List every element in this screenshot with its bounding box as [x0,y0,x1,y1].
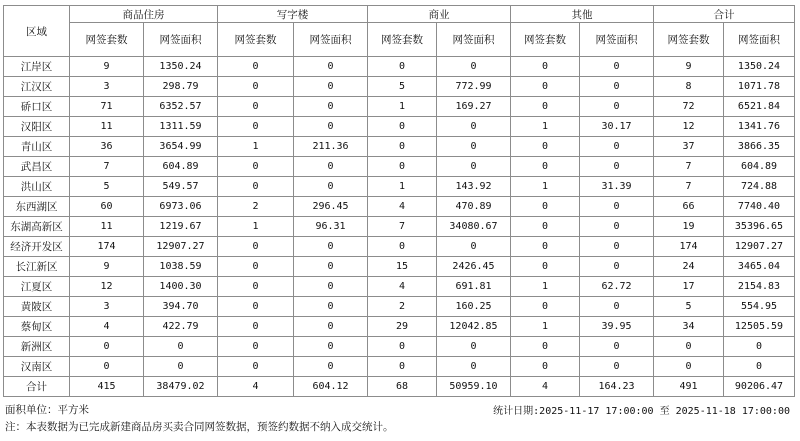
count-cell: 3 [70,297,144,317]
count-cell: 24 [654,257,724,277]
area-cell: 39.95 [580,317,654,337]
count-cell: 0 [218,357,294,377]
area-cell: 2426.45 [437,257,511,277]
region-cell: 江夏区 [4,277,70,297]
region-cell: 经济开发区 [4,237,70,257]
table-row [4,297,795,317]
count-cell: 0 [218,157,294,177]
table-row [4,377,795,397]
area-cell: 0 [294,177,368,197]
count-cell: 60 [70,197,144,217]
count-cell: 7 [654,157,724,177]
area-cell: 1038.59 [144,257,218,277]
count-cell: 11 [70,217,144,237]
count-cell: 0 [368,357,437,377]
area-cell: 604.12 [294,377,368,397]
statistics-period: 统计日期:2025-11-17 17:00:00 至 2025-11-18 17:00:00 [493,406,790,417]
count-cell: 0 [218,77,294,97]
count-cell: 0 [368,337,437,357]
area-cell: 0 [437,337,511,357]
count-cell: 4 [368,277,437,297]
count-cell: 1 [511,317,580,337]
area-cell: 0 [437,137,511,157]
area-cell: 160.25 [437,297,511,317]
count-cell: 9 [70,57,144,77]
count-cell: 8 [654,77,724,97]
region-cell: 蔡甸区 [4,317,70,337]
count-cell: 174 [654,237,724,257]
count-cell: 0 [70,357,144,377]
count-cell: 491 [654,377,724,397]
count-cell: 0 [368,157,437,177]
count-cell: 11 [70,117,144,137]
group-header-row [4,6,795,23]
table-row [4,337,795,357]
count-cell: 0 [511,217,580,237]
table-row [4,197,795,217]
area-cell: 164.23 [580,377,654,397]
area-cell: 1341.76 [724,117,795,137]
table-row [4,357,795,377]
area-cell: 7740.40 [724,197,795,217]
count-cell: 1 [218,137,294,157]
region-cell: 合计 [4,377,70,397]
count-cell: 174 [70,237,144,257]
group-header-commercial: 商业 [368,6,511,23]
area-cell: 143.92 [437,177,511,197]
count-cell: 2 [218,197,294,217]
count-cell: 0 [654,357,724,377]
count-cell: 0 [368,137,437,157]
table-row [4,217,795,237]
area-cell: 394.70 [144,297,218,317]
area-cell: 0 [580,97,654,117]
table-row [4,317,795,337]
count-cell: 66 [654,197,724,217]
area-cell: 0 [294,157,368,177]
count-cell: 1 [511,177,580,197]
count-cell: 0 [368,117,437,137]
area-cell: 0 [724,357,795,377]
sub-header-area: 网签面积 [580,23,654,57]
table-row [4,117,795,137]
area-cell: 0 [294,357,368,377]
region-cell: 黄陂区 [4,297,70,317]
area-cell: 724.88 [724,177,795,197]
sub-header-count: 网签套数 [218,23,294,57]
area-cell: 0 [580,137,654,157]
sub-header-area: 网签面积 [144,23,218,57]
area-cell: 169.27 [437,97,511,117]
sub-header-area: 网签面积 [724,23,795,57]
count-cell: 415 [70,377,144,397]
area-cell: 0 [144,357,218,377]
sub-header-count: 网签套数 [654,23,724,57]
count-cell: 0 [511,137,580,157]
count-cell: 37 [654,137,724,157]
region-cell: 洪山区 [4,177,70,197]
count-cell: 0 [511,257,580,277]
count-cell: 68 [368,377,437,397]
count-cell: 0 [368,57,437,77]
count-cell: 3 [70,77,144,97]
area-cell: 0 [580,357,654,377]
table-row [4,237,795,257]
group-header-total: 合计 [654,6,795,23]
count-cell: 0 [218,117,294,137]
group-header-other: 其他 [511,6,654,23]
count-cell: 0 [218,297,294,317]
area-cell: 50959.10 [437,377,511,397]
area-cell: 296.45 [294,197,368,217]
area-cell: 3465.04 [724,257,795,277]
area-cell: 0 [294,97,368,117]
area-cell: 470.89 [437,197,511,217]
count-cell: 0 [511,77,580,97]
area-cell: 549.57 [144,177,218,197]
count-cell: 1 [511,277,580,297]
count-cell: 29 [368,317,437,337]
area-cell: 0 [294,237,368,257]
count-cell: 19 [654,217,724,237]
table-row [4,177,795,197]
area-cell: 12042.85 [437,317,511,337]
count-cell: 0 [218,177,294,197]
count-cell: 1 [218,217,294,237]
count-cell: 0 [511,57,580,77]
area-cell: 0 [437,357,511,377]
region-cell: 东湖高新区 [4,217,70,237]
count-cell: 7 [368,217,437,237]
region-cell: 江岸区 [4,57,70,77]
count-cell: 0 [511,197,580,217]
area-cell: 604.89 [144,157,218,177]
area-cell: 604.89 [724,157,795,177]
area-cell: 3866.35 [724,137,795,157]
region-cell: 长江新区 [4,257,70,277]
area-cell: 12505.59 [724,317,795,337]
area-cell: 3654.99 [144,137,218,157]
area-cell: 1219.67 [144,217,218,237]
group-header-office: 写字楼 [218,6,368,23]
table-note: 注：本表数据为已完成新建商品房买卖合同网签数据，预签约数据不纳入成交统计。 [5,421,394,433]
area-cell: 6973.06 [144,197,218,217]
sub-header-row [4,23,795,57]
table-row [4,77,795,97]
table-row [4,137,795,157]
area-cell: 1350.24 [144,57,218,77]
count-cell: 0 [511,157,580,177]
area-cell: 691.81 [437,277,511,297]
count-cell: 0 [218,237,294,257]
area-cell: 31.39 [580,177,654,197]
count-cell: 17 [654,277,724,297]
table-body [4,57,795,397]
area-cell: 0 [294,317,368,337]
area-cell: 772.99 [437,77,511,97]
region-cell: 新洲区 [4,337,70,357]
table-row [4,57,795,77]
count-cell: 12 [70,277,144,297]
area-cell: 62.72 [580,277,654,297]
sub-header-area: 网签面积 [437,23,511,57]
table-row [4,257,795,277]
count-cell: 1 [368,97,437,117]
count-cell: 7 [654,177,724,197]
count-cell: 0 [511,337,580,357]
statistics-table [3,5,795,397]
area-cell: 0 [294,117,368,137]
count-cell: 0 [70,337,144,357]
area-cell: 1350.24 [724,57,795,77]
table-row [4,157,795,177]
area-cell: 30.17 [580,117,654,137]
count-cell: 0 [511,297,580,317]
region-cell: 青山区 [4,137,70,157]
region-header: 区域 [4,6,70,57]
count-cell: 5 [654,297,724,317]
area-cell: 2154.83 [724,277,795,297]
area-cell: 0 [144,337,218,357]
area-cell: 298.79 [144,77,218,97]
count-cell: 9 [70,257,144,277]
area-cell: 12907.27 [724,237,795,257]
count-cell: 36 [70,137,144,157]
count-cell: 34 [654,317,724,337]
area-cell: 0 [437,117,511,137]
count-cell: 1 [511,117,580,137]
area-cell: 0 [580,237,654,257]
area-cell: 0 [294,337,368,357]
region-cell: 汉阳区 [4,117,70,137]
area-cell: 422.79 [144,317,218,337]
area-cell: 34080.67 [437,217,511,237]
count-cell: 7 [70,157,144,177]
area-cell: 38479.02 [144,377,218,397]
area-cell: 1311.59 [144,117,218,137]
area-cell: 0 [437,57,511,77]
region-cell: 硚口区 [4,97,70,117]
area-cell: 0 [580,337,654,357]
area-cell: 96.31 [294,217,368,237]
sub-header-count: 网签套数 [511,23,580,57]
area-cell: 0 [580,77,654,97]
area-cell: 0 [294,297,368,317]
count-cell: 0 [218,277,294,297]
region-cell: 汉南区 [4,357,70,377]
area-cell: 0 [437,157,511,177]
area-cell: 0 [580,157,654,177]
count-cell: 72 [654,97,724,117]
count-cell: 0 [368,237,437,257]
count-cell: 0 [511,97,580,117]
count-cell: 0 [218,97,294,117]
count-cell: 9 [654,57,724,77]
area-cell: 0 [294,57,368,77]
table-row [4,97,795,117]
count-cell: 2 [368,297,437,317]
count-cell: 4 [368,197,437,217]
area-cell: 554.95 [724,297,795,317]
count-cell: 0 [218,257,294,277]
count-cell: 0 [511,357,580,377]
area-cell: 1400.30 [144,277,218,297]
count-cell: 0 [218,57,294,77]
count-cell: 0 [218,337,294,357]
area-cell: 0 [294,257,368,277]
count-cell: 4 [70,317,144,337]
area-cell: 6521.84 [724,97,795,117]
area-cell: 0 [294,77,368,97]
sub-header-count: 网签套数 [368,23,437,57]
count-cell: 0 [218,317,294,337]
area-unit-label: 面积单位：平方米 [5,404,89,416]
region-cell: 江汉区 [4,77,70,97]
area-cell: 1071.78 [724,77,795,97]
group-header-residential: 商品住房 [70,6,218,23]
area-cell: 0 [724,337,795,357]
count-cell: 15 [368,257,437,277]
area-cell: 90206.47 [724,377,795,397]
area-cell: 0 [580,297,654,317]
area-cell: 0 [294,277,368,297]
count-cell: 4 [511,377,580,397]
region-cell: 东西湖区 [4,197,70,217]
count-cell: 12 [654,117,724,137]
area-cell: 0 [437,237,511,257]
area-cell: 35396.65 [724,217,795,237]
count-cell: 5 [70,177,144,197]
count-cell: 0 [511,237,580,257]
count-cell: 1 [368,177,437,197]
table-row [4,277,795,297]
sub-header-count: 网签套数 [70,23,144,57]
area-cell: 211.36 [294,137,368,157]
count-cell: 4 [218,377,294,397]
area-cell: 0 [580,57,654,77]
region-cell: 武昌区 [4,157,70,177]
area-cell: 12907.27 [144,237,218,257]
sub-header-area: 网签面积 [294,23,368,57]
count-cell: 5 [368,77,437,97]
area-cell: 6352.57 [144,97,218,117]
area-cell: 0 [580,257,654,277]
area-cell: 0 [580,217,654,237]
count-cell: 0 [654,337,724,357]
count-cell: 71 [70,97,144,117]
area-cell: 0 [580,197,654,217]
